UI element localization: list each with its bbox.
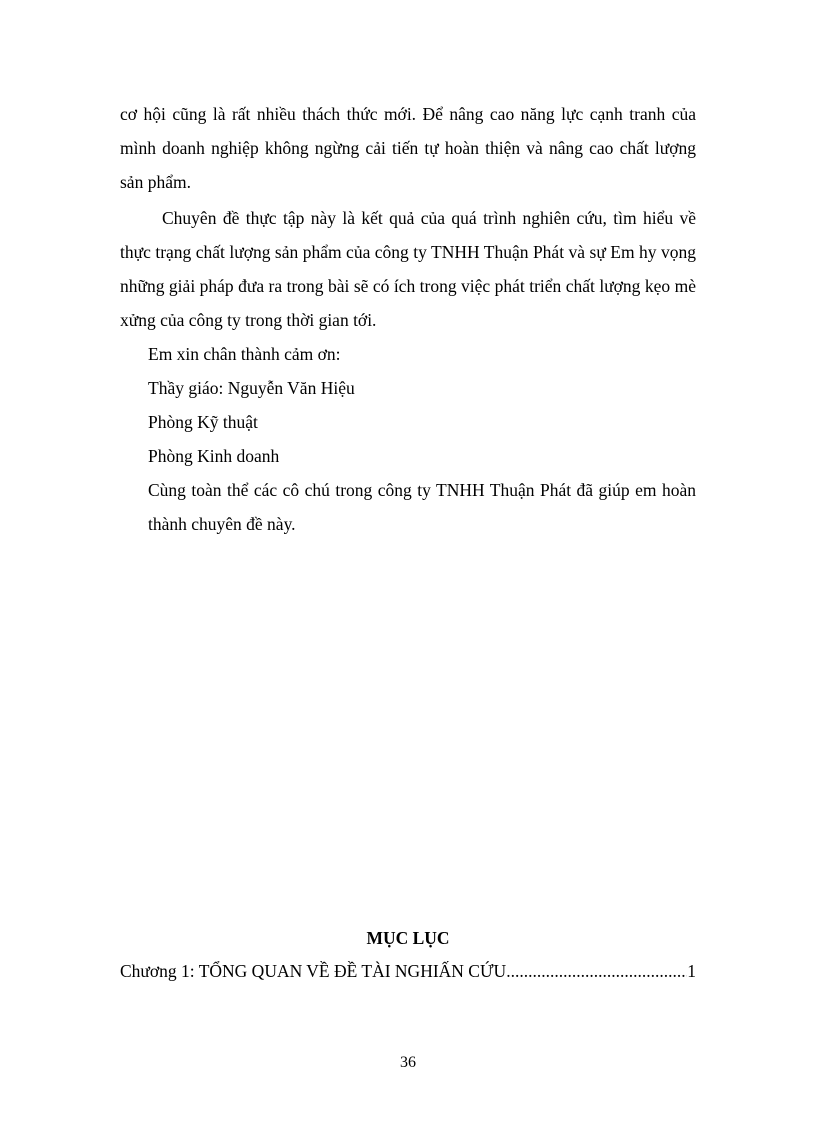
toc-entry[interactable] xyxy=(120,958,696,984)
thanks-teacher: Thầy giáo: Nguyễn Văn Hiệu xyxy=(148,378,355,398)
body-paragraph-2: Chuyên đề thực tập này là kết quả của quá trình nghiên cứu, tìm hiểu về thực trạng chất lượng sản phẩm của công ty TNHH Thuận Phát và sự Em hy vọng những giải pháp đưa ra trong bài sẽ có ích trong việc phát triển chất lượng kẹo mè xửng của công ty trong thời gian tới. xyxy=(120,208,696,330)
toc-entry-page: 1 xyxy=(687,961,696,981)
toc-leader-dots xyxy=(506,958,687,984)
thanks-dept-technical: Phòng Kỹ thuật xyxy=(148,412,258,432)
thanks-company: Cùng toàn thể các cô chú trong công ty TNHH Thuận Phát đã giúp em hoàn thành chuyên đề này. xyxy=(148,480,696,534)
toc-entry-label: Chương 1: TỔNG QUAN VỀ ĐỀ TÀI NGHIẤN CỨU xyxy=(120,961,507,981)
thanks-intro: Em xin chân thành cảm ơn: xyxy=(148,344,341,364)
toc-title: MỤC LỤC xyxy=(366,928,450,948)
page-number: 36 xyxy=(400,1054,416,1071)
thanks-dept-business: Phòng Kinh doanh xyxy=(148,446,280,466)
body-paragraph-1: cơ hội cũng là rất nhiều thách thức mới. Để nâng cao năng lực cạnh tranh của mình doanh nghiệp không ngừng cải tiến tự hoàn thiện và nâng cao chất lượng sản phẩm. xyxy=(120,104,696,192)
